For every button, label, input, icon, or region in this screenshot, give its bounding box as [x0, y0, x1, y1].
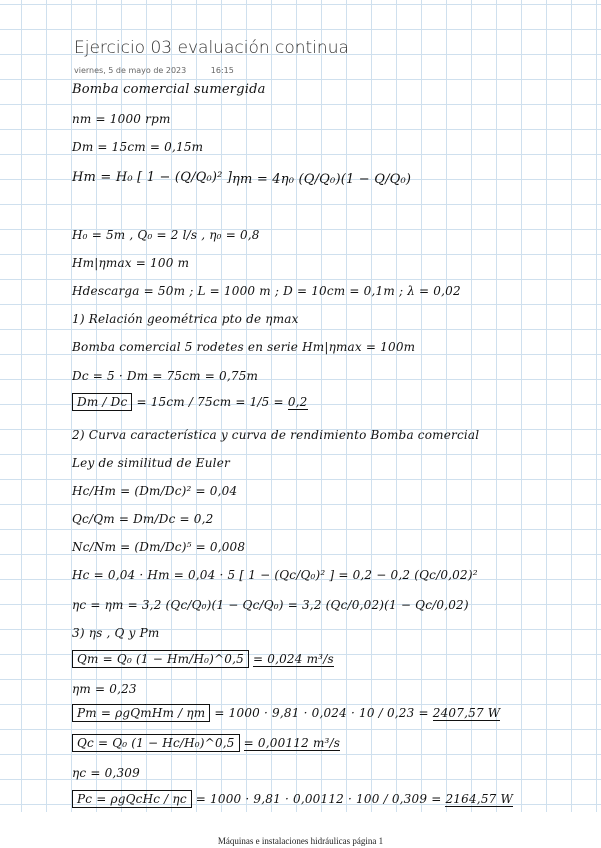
note-line: Dm = 15cm = 0,15m	[72, 140, 204, 154]
pc-calc: = 1000 · 9,81 · 0,00112 · 100 / 0,309 =	[195, 792, 442, 806]
qc-box: Qc = Q₀ (1 − Hc/H₀)^0,5	[72, 734, 240, 752]
note-line: 1) Relación geométrica pto de ηmax	[72, 312, 299, 326]
pm-result: 2407,57 W	[432, 706, 501, 720]
note-line: Qc/Qm = Dm/Dc = 0,2	[72, 512, 214, 526]
ratio-result: 0,2	[287, 395, 308, 409]
note-line: Ley de similitud de Euler	[72, 456, 230, 470]
note-line: Hc = 0,04 · Hm = 0,04 · 5 [ 1 − (Qc/Q₀)² ] = 0,2 − 0,2 (Qc/0,02)²	[72, 568, 478, 582]
note-line: Nc/Nm = (Dm/Dc)⁵ = 0,008	[72, 540, 246, 554]
note-line	[72, 736, 340, 750]
ratio-box: Dm / Dc	[72, 393, 132, 411]
pm-box: Pm = ρgQmHm / ηm	[72, 704, 210, 722]
note-line: Bomba comercial 5 rodetes en serie Hm|ηmax = 100m	[72, 340, 416, 354]
page-title: Ejercicio 03 evaluación continua	[74, 38, 349, 58]
pc-box: Pc = ρgQcHc / ηc	[72, 790, 192, 808]
note-line: Hc/Hm = (Dm/Dc)² = 0,04	[72, 484, 238, 498]
note-line: ηm = 4η₀ (Q/Q₀)(1 − Q/Q₀)	[232, 172, 412, 187]
note-line	[72, 706, 500, 720]
note-line	[72, 792, 513, 806]
note-line: H₀ = 5m , Q₀ = 2 l/s , η₀ = 0,8	[72, 228, 260, 242]
note-line: Hdescarga = 50m ; L = 1000 m ; D = 10cm = 0,1m ; λ = 0,02	[72, 284, 461, 298]
ratio-calc: = 15cm / 75cm = 1/5 =	[136, 395, 284, 409]
note-line: Dc = 5 · Dm = 75cm = 0,75m	[72, 369, 259, 383]
note-line	[72, 652, 334, 666]
note-line: Bomba comercial sumergida	[72, 82, 266, 97]
note-line: Hm = H₀ [ 1 − (Q/Q₀)² ]	[72, 170, 233, 185]
time-text: 16:15	[210, 66, 234, 75]
note-line: Hm|ηmax = 100 m	[72, 256, 190, 270]
note-line: 2) Curva característica y curva de rendimiento Bomba comercial	[72, 428, 480, 442]
note-line: nm = 1000 rpm	[72, 112, 171, 126]
pm-calc: = 1000 · 9,81 · 0,024 · 10 / 0,23 =	[214, 706, 429, 720]
date-text: viernes, 5 de mayo de 2023	[74, 66, 187, 75]
qm-result: = 0,024 m³/s	[252, 652, 334, 666]
qc-result: = 0,00112 m³/s	[243, 736, 341, 750]
page-footer: Máquinas e instalaciones hidráulicas página 1	[217, 836, 384, 846]
note-line	[72, 395, 308, 409]
qm-box: Qm = Q₀ (1 − Hm/H₀)^0,5	[72, 650, 249, 668]
page-date	[74, 66, 234, 75]
note-line: 3) ηs , Q y Pm	[72, 626, 160, 640]
note-line: ηm = 0,23	[72, 682, 137, 696]
pc-result: 2164,57 W	[445, 792, 514, 806]
note-line: ηc = 0,309	[72, 766, 140, 780]
note-line: ηc = ηm = 3,2 (Qc/Q₀)(1 − Qc/Q₀) = 3,2 (Qc/0,02)(1 − Qc/0,02)	[72, 598, 469, 612]
